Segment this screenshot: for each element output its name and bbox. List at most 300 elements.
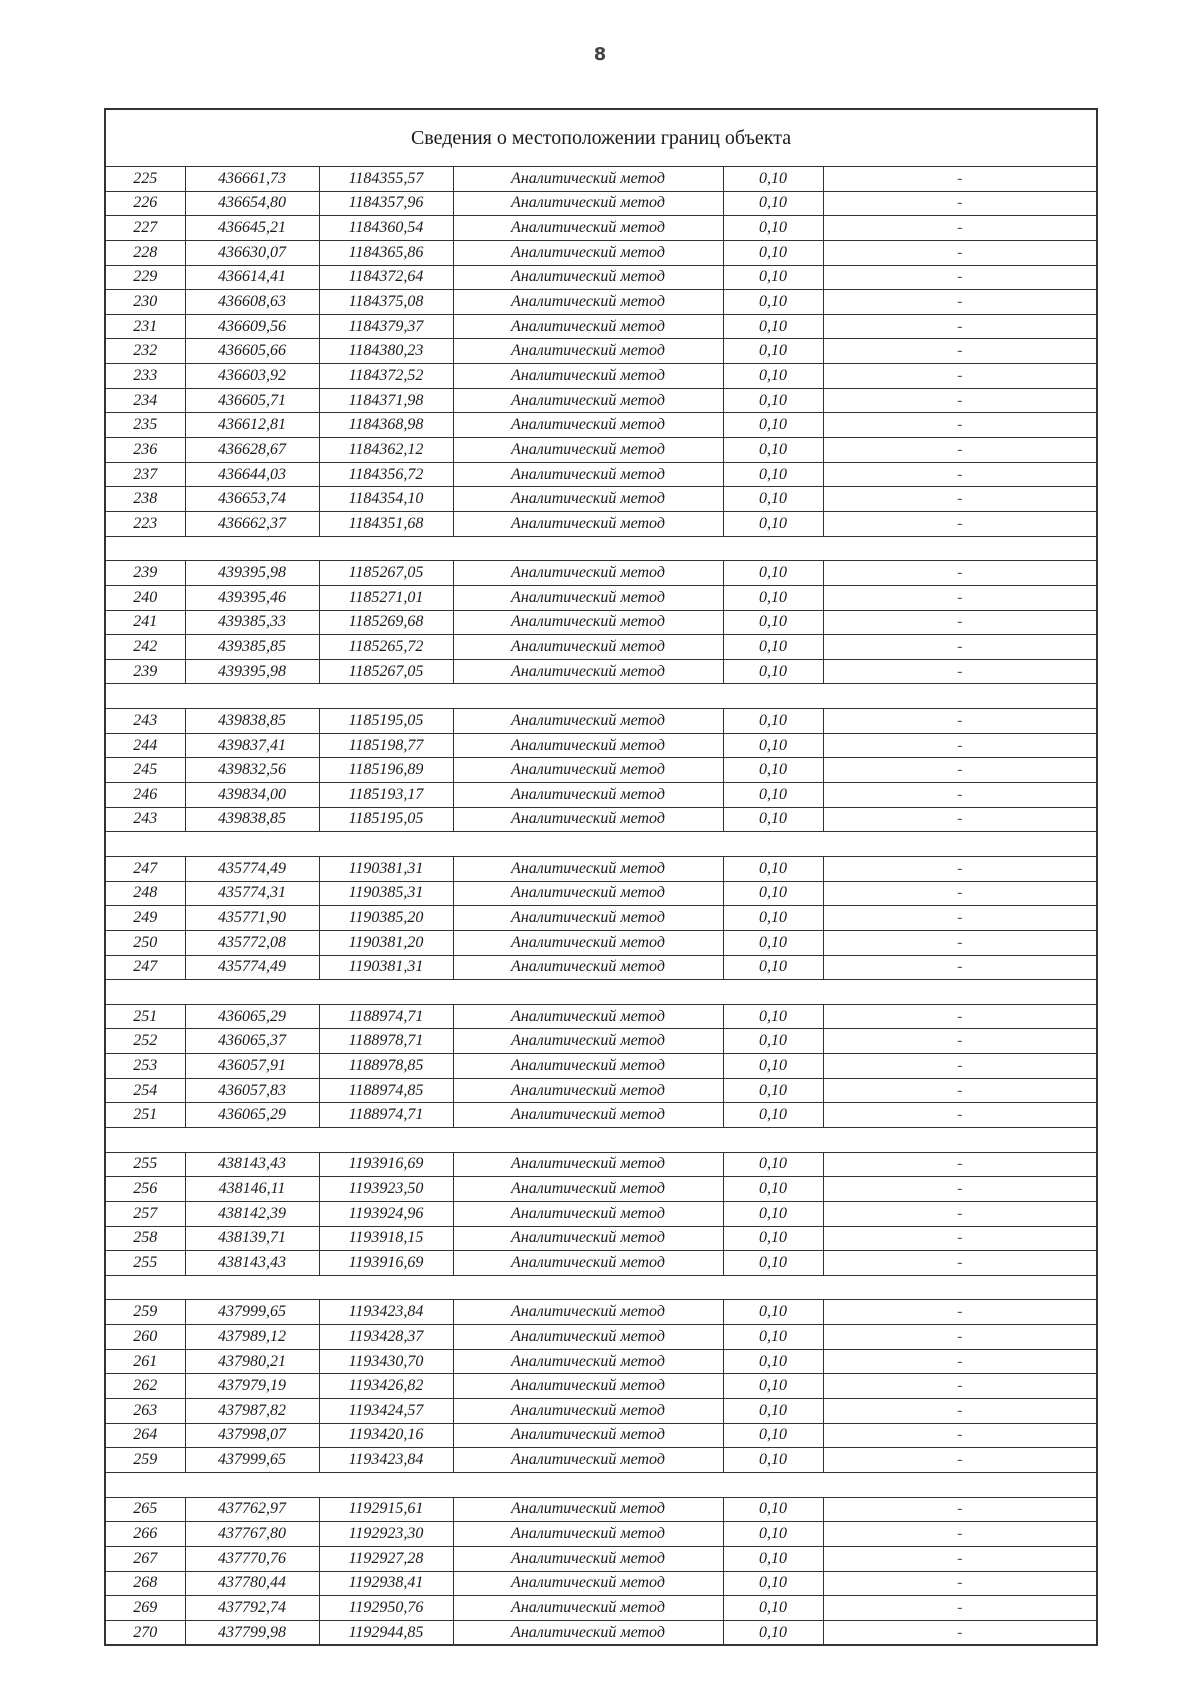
x-coordinate-cell: 438142,39 (185, 1201, 319, 1226)
description-cell: - (823, 487, 1097, 512)
x-coordinate-cell: 437989,12 (185, 1325, 319, 1350)
description-cell: - (823, 1374, 1097, 1399)
accuracy-cell: 0,10 (723, 290, 823, 315)
point-number-cell: 254 (105, 1078, 185, 1103)
description-cell: - (823, 1325, 1097, 1350)
method-cell: Аналитический метод (453, 1251, 723, 1276)
y-coordinate-cell: 1185195,05 (319, 709, 453, 734)
point-number-cell: 225 (105, 167, 185, 192)
description-cell: - (823, 1004, 1097, 1029)
x-coordinate-cell: 436057,91 (185, 1054, 319, 1079)
accuracy-cell: 0,10 (723, 314, 823, 339)
y-coordinate-cell: 1193923,50 (319, 1177, 453, 1202)
accuracy-cell: 0,10 (723, 585, 823, 610)
description-cell: - (823, 216, 1097, 241)
description-cell: - (823, 1152, 1097, 1177)
accuracy-cell: 0,10 (723, 807, 823, 832)
method-cell: Аналитический метод (453, 1522, 723, 1547)
x-coordinate-cell: 437770,76 (185, 1546, 319, 1571)
y-coordinate-cell: 1193428,37 (319, 1325, 453, 1350)
method-cell: Аналитический метод (453, 659, 723, 684)
y-coordinate-cell: 1184365,86 (319, 240, 453, 265)
x-coordinate-cell: 435774,49 (185, 955, 319, 980)
description-cell: - (823, 314, 1097, 339)
accuracy-cell: 0,10 (723, 561, 823, 586)
method-cell: Аналитический метод (453, 758, 723, 783)
table-row (105, 388, 1097, 413)
accuracy-cell: 0,10 (723, 733, 823, 758)
y-coordinate-cell: 1193420,16 (319, 1423, 453, 1448)
method-cell: Аналитический метод (453, 585, 723, 610)
accuracy-cell: 0,10 (723, 1300, 823, 1325)
y-coordinate-cell: 1192950,76 (319, 1596, 453, 1621)
y-coordinate-cell: 1184356,72 (319, 462, 453, 487)
description-cell: - (823, 413, 1097, 438)
y-coordinate-cell: 1184354,10 (319, 487, 453, 512)
y-coordinate-cell: 1190381,31 (319, 955, 453, 980)
description-cell: - (823, 1054, 1097, 1079)
table-row (105, 659, 1097, 684)
description-cell: - (823, 1349, 1097, 1374)
method-cell: Аналитический метод (453, 413, 723, 438)
point-number-cell: 241 (105, 610, 185, 635)
method-cell: Аналитический метод (453, 1349, 723, 1374)
y-coordinate-cell: 1192915,61 (319, 1497, 453, 1522)
table-row (105, 1054, 1097, 1079)
y-coordinate-cell: 1188974,71 (319, 1103, 453, 1128)
point-number-cell: 243 (105, 807, 185, 832)
table-row (105, 1423, 1097, 1448)
description-cell: - (823, 610, 1097, 635)
table-row (105, 1177, 1097, 1202)
x-coordinate-cell: 436661,73 (185, 167, 319, 192)
y-coordinate-cell: 1190385,20 (319, 906, 453, 931)
x-coordinate-cell: 436614,41 (185, 265, 319, 290)
table-row (105, 561, 1097, 586)
x-coordinate-cell: 439838,85 (185, 807, 319, 832)
accuracy-cell: 0,10 (723, 265, 823, 290)
description-cell: - (823, 388, 1097, 413)
table-row (105, 191, 1097, 216)
description-cell: - (823, 906, 1097, 931)
description-cell: - (823, 635, 1097, 660)
description-cell: - (823, 191, 1097, 216)
method-cell: Аналитический метод (453, 610, 723, 635)
x-coordinate-cell: 435772,08 (185, 930, 319, 955)
description-cell: - (823, 1571, 1097, 1596)
y-coordinate-cell: 1190385,31 (319, 881, 453, 906)
table-row (105, 487, 1097, 512)
description-cell: - (823, 339, 1097, 364)
table-row (105, 339, 1097, 364)
point-number-cell: 264 (105, 1423, 185, 1448)
table-row (105, 1571, 1097, 1596)
description-cell: - (823, 240, 1097, 265)
method-cell: Аналитический метод (453, 1571, 723, 1596)
x-coordinate-cell: 436654,80 (185, 191, 319, 216)
accuracy-cell: 0,10 (723, 487, 823, 512)
table-row (105, 290, 1097, 315)
point-number-cell: 269 (105, 1596, 185, 1621)
accuracy-cell: 0,10 (723, 906, 823, 931)
y-coordinate-cell: 1184379,37 (319, 314, 453, 339)
table-row (105, 438, 1097, 463)
method-cell: Аналитический метод (453, 906, 723, 931)
table-row (105, 167, 1097, 192)
y-coordinate-cell: 1188974,85 (319, 1078, 453, 1103)
group-separator-row (105, 1472, 1097, 1497)
x-coordinate-cell: 439385,85 (185, 635, 319, 660)
x-coordinate-cell: 436645,21 (185, 216, 319, 241)
table-body (105, 109, 1097, 1645)
y-coordinate-cell: 1190381,31 (319, 856, 453, 881)
description-cell: - (823, 1497, 1097, 1522)
method-cell: Аналитический метод (453, 1620, 723, 1645)
description-cell: - (823, 1300, 1097, 1325)
point-number-cell: 231 (105, 314, 185, 339)
description-cell: - (823, 167, 1097, 192)
point-number-cell: 265 (105, 1497, 185, 1522)
description-cell: - (823, 1620, 1097, 1645)
x-coordinate-cell: 436612,81 (185, 413, 319, 438)
description-cell: - (823, 1423, 1097, 1448)
point-number-cell: 230 (105, 290, 185, 315)
x-coordinate-cell: 436608,63 (185, 290, 319, 315)
description-cell: - (823, 1201, 1097, 1226)
table-row (105, 462, 1097, 487)
x-coordinate-cell: 435774,49 (185, 856, 319, 881)
point-number-cell: 251 (105, 1103, 185, 1128)
method-cell: Аналитический метод (453, 1497, 723, 1522)
table-row (105, 1226, 1097, 1251)
table-row (105, 783, 1097, 808)
table-row (105, 1078, 1097, 1103)
x-coordinate-cell: 436662,37 (185, 511, 319, 536)
method-cell: Аналитический метод (453, 1399, 723, 1424)
accuracy-cell: 0,10 (723, 1078, 823, 1103)
point-number-cell: 255 (105, 1251, 185, 1276)
description-cell: - (823, 1522, 1097, 1547)
x-coordinate-cell: 439838,85 (185, 709, 319, 734)
x-coordinate-cell: 439385,33 (185, 610, 319, 635)
y-coordinate-cell: 1188974,71 (319, 1004, 453, 1029)
point-number-cell: 237 (105, 462, 185, 487)
point-number-cell: 256 (105, 1177, 185, 1202)
group-separator-cell (105, 684, 1097, 709)
method-cell: Аналитический метод (453, 1423, 723, 1448)
group-separator-cell (105, 1472, 1097, 1497)
table-row (105, 1103, 1097, 1128)
x-coordinate-cell: 437762,97 (185, 1497, 319, 1522)
point-number-cell: 248 (105, 881, 185, 906)
description-cell: - (823, 364, 1097, 389)
x-coordinate-cell: 437792,74 (185, 1596, 319, 1621)
accuracy-cell: 0,10 (723, 1448, 823, 1473)
x-coordinate-cell: 435774,31 (185, 881, 319, 906)
x-coordinate-cell: 437780,44 (185, 1571, 319, 1596)
page-number: 8 (593, 44, 607, 65)
y-coordinate-cell: 1184362,12 (319, 438, 453, 463)
accuracy-cell: 0,10 (723, 1349, 823, 1374)
table-row (105, 1201, 1097, 1226)
method-cell: Аналитический метод (453, 314, 723, 339)
table-row (105, 1546, 1097, 1571)
x-coordinate-cell: 436065,29 (185, 1103, 319, 1128)
method-cell: Аналитический метод (453, 881, 723, 906)
x-coordinate-cell: 436644,03 (185, 462, 319, 487)
table-row (105, 1325, 1097, 1350)
table-row (105, 856, 1097, 881)
point-number-cell: 266 (105, 1522, 185, 1547)
point-number-cell: 258 (105, 1226, 185, 1251)
x-coordinate-cell: 439834,00 (185, 783, 319, 808)
accuracy-cell: 0,10 (723, 856, 823, 881)
point-number-cell: 227 (105, 216, 185, 241)
group-separator-cell (105, 832, 1097, 857)
accuracy-cell: 0,10 (723, 610, 823, 635)
accuracy-cell: 0,10 (723, 1620, 823, 1645)
description-cell: - (823, 758, 1097, 783)
y-coordinate-cell: 1184380,23 (319, 339, 453, 364)
description-cell: - (823, 1226, 1097, 1251)
method-cell: Аналитический метод (453, 856, 723, 881)
method-cell: Аналитический метод (453, 167, 723, 192)
point-number-cell: 260 (105, 1325, 185, 1350)
method-cell: Аналитический метод (453, 1201, 723, 1226)
accuracy-cell: 0,10 (723, 758, 823, 783)
y-coordinate-cell: 1184368,98 (319, 413, 453, 438)
method-cell: Аналитический метод (453, 1054, 723, 1079)
point-number-cell: 263 (105, 1399, 185, 1424)
point-number-cell: 249 (105, 906, 185, 931)
y-coordinate-cell: 1184357,96 (319, 191, 453, 216)
table-row (105, 1522, 1097, 1547)
table-row (105, 413, 1097, 438)
method-cell: Аналитический метод (453, 388, 723, 413)
y-coordinate-cell: 1188978,71 (319, 1029, 453, 1054)
table-row (105, 1399, 1097, 1424)
accuracy-cell: 0,10 (723, 167, 823, 192)
description-cell: - (823, 265, 1097, 290)
accuracy-cell: 0,10 (723, 1497, 823, 1522)
x-coordinate-cell: 437987,82 (185, 1399, 319, 1424)
point-number-cell: 236 (105, 438, 185, 463)
y-coordinate-cell: 1192927,28 (319, 1546, 453, 1571)
description-cell: - (823, 709, 1097, 734)
table-row (105, 807, 1097, 832)
table-title: Сведения о местоположении границ объекта (105, 109, 1097, 167)
y-coordinate-cell: 1193423,84 (319, 1448, 453, 1473)
x-coordinate-cell: 436605,71 (185, 388, 319, 413)
description-cell: - (823, 1399, 1097, 1424)
method-cell: Аналитический метод (453, 438, 723, 463)
table-row (105, 635, 1097, 660)
y-coordinate-cell: 1193423,84 (319, 1300, 453, 1325)
accuracy-cell: 0,10 (723, 1251, 823, 1276)
point-number-cell: 253 (105, 1054, 185, 1079)
point-number-cell: 261 (105, 1349, 185, 1374)
method-cell: Аналитический метод (453, 487, 723, 512)
accuracy-cell: 0,10 (723, 1226, 823, 1251)
accuracy-cell: 0,10 (723, 1103, 823, 1128)
description-cell: - (823, 733, 1097, 758)
x-coordinate-cell: 437998,07 (185, 1423, 319, 1448)
y-coordinate-cell: 1193918,15 (319, 1226, 453, 1251)
table-row (105, 1620, 1097, 1645)
accuracy-cell: 0,10 (723, 659, 823, 684)
point-number-cell: 257 (105, 1201, 185, 1226)
accuracy-cell: 0,10 (723, 1522, 823, 1547)
x-coordinate-cell: 437980,21 (185, 1349, 319, 1374)
x-coordinate-cell: 436057,83 (185, 1078, 319, 1103)
x-coordinate-cell: 437999,65 (185, 1448, 319, 1473)
table-row (105, 881, 1097, 906)
method-cell: Аналитический метод (453, 1226, 723, 1251)
table-row (105, 1349, 1097, 1374)
y-coordinate-cell: 1184360,54 (319, 216, 453, 241)
accuracy-cell: 0,10 (723, 240, 823, 265)
accuracy-cell: 0,10 (723, 955, 823, 980)
method-cell: Аналитический метод (453, 265, 723, 290)
x-coordinate-cell: 438143,43 (185, 1251, 319, 1276)
x-coordinate-cell: 439395,98 (185, 659, 319, 684)
x-coordinate-cell: 436603,92 (185, 364, 319, 389)
y-coordinate-cell: 1185271,01 (319, 585, 453, 610)
method-cell: Аналитический метод (453, 290, 723, 315)
accuracy-cell: 0,10 (723, 413, 823, 438)
y-coordinate-cell: 1185269,68 (319, 610, 453, 635)
description-cell: - (823, 290, 1097, 315)
point-number-cell: 233 (105, 364, 185, 389)
point-number-cell: 243 (105, 709, 185, 734)
point-number-cell: 255 (105, 1152, 185, 1177)
boundary-coordinates-table (104, 108, 1098, 1646)
accuracy-cell: 0,10 (723, 1152, 823, 1177)
table-row (105, 364, 1097, 389)
accuracy-cell: 0,10 (723, 635, 823, 660)
point-number-cell: 229 (105, 265, 185, 290)
description-cell: - (823, 856, 1097, 881)
y-coordinate-cell: 1184372,52 (319, 364, 453, 389)
point-number-cell: 246 (105, 783, 185, 808)
table-row (105, 906, 1097, 931)
accuracy-cell: 0,10 (723, 1004, 823, 1029)
table-row (105, 709, 1097, 734)
point-number-cell: 270 (105, 1620, 185, 1645)
group-separator-cell (105, 1127, 1097, 1152)
point-number-cell: 223 (105, 511, 185, 536)
table-row (105, 930, 1097, 955)
method-cell: Аналитический метод (453, 709, 723, 734)
table-row (105, 1029, 1097, 1054)
table-row (105, 733, 1097, 758)
method-cell: Аналитический метод (453, 1374, 723, 1399)
description-cell: - (823, 511, 1097, 536)
x-coordinate-cell: 436653,74 (185, 487, 319, 512)
table-row (105, 955, 1097, 980)
method-cell: Аналитический метод (453, 216, 723, 241)
y-coordinate-cell: 1185267,05 (319, 561, 453, 586)
description-cell: - (823, 1029, 1097, 1054)
point-number-cell: 228 (105, 240, 185, 265)
x-coordinate-cell: 436065,29 (185, 1004, 319, 1029)
y-coordinate-cell: 1190381,20 (319, 930, 453, 955)
description-cell: - (823, 930, 1097, 955)
table-row (105, 1448, 1097, 1473)
description-cell: - (823, 1251, 1097, 1276)
method-cell: Аналитический метод (453, 1325, 723, 1350)
table-row (105, 610, 1097, 635)
x-coordinate-cell: 436065,37 (185, 1029, 319, 1054)
point-number-cell: 250 (105, 930, 185, 955)
accuracy-cell: 0,10 (723, 1054, 823, 1079)
accuracy-cell: 0,10 (723, 1423, 823, 1448)
y-coordinate-cell: 1193426,82 (319, 1374, 453, 1399)
x-coordinate-cell: 436609,56 (185, 314, 319, 339)
method-cell: Аналитический метод (453, 733, 723, 758)
description-cell: - (823, 1546, 1097, 1571)
point-number-cell: 234 (105, 388, 185, 413)
accuracy-cell: 0,10 (723, 709, 823, 734)
x-coordinate-cell: 437999,65 (185, 1300, 319, 1325)
y-coordinate-cell: 1184351,68 (319, 511, 453, 536)
point-number-cell: 235 (105, 413, 185, 438)
method-cell: Аналитический метод (453, 930, 723, 955)
point-number-cell: 232 (105, 339, 185, 364)
accuracy-cell: 0,10 (723, 1399, 823, 1424)
description-cell: - (823, 783, 1097, 808)
accuracy-cell: 0,10 (723, 511, 823, 536)
y-coordinate-cell: 1193430,70 (319, 1349, 453, 1374)
y-coordinate-cell: 1185193,17 (319, 783, 453, 808)
table-row (105, 1374, 1097, 1399)
accuracy-cell: 0,10 (723, 462, 823, 487)
method-cell: Аналитический метод (453, 511, 723, 536)
point-number-cell: 252 (105, 1029, 185, 1054)
point-number-cell: 239 (105, 659, 185, 684)
y-coordinate-cell: 1193916,69 (319, 1251, 453, 1276)
accuracy-cell: 0,10 (723, 216, 823, 241)
method-cell: Аналитический метод (453, 1546, 723, 1571)
method-cell: Аналитический метод (453, 339, 723, 364)
group-separator-row (105, 536, 1097, 561)
method-cell: Аналитический метод (453, 1029, 723, 1054)
point-number-cell: 238 (105, 487, 185, 512)
description-cell: - (823, 585, 1097, 610)
y-coordinate-cell: 1184371,98 (319, 388, 453, 413)
description-cell: - (823, 807, 1097, 832)
x-coordinate-cell: 438146,11 (185, 1177, 319, 1202)
method-cell: Аналитический метод (453, 955, 723, 980)
x-coordinate-cell: 436630,07 (185, 240, 319, 265)
table-row (105, 314, 1097, 339)
x-coordinate-cell: 437979,19 (185, 1374, 319, 1399)
y-coordinate-cell: 1184372,64 (319, 265, 453, 290)
accuracy-cell: 0,10 (723, 364, 823, 389)
y-coordinate-cell: 1193424,57 (319, 1399, 453, 1424)
accuracy-cell: 0,10 (723, 1571, 823, 1596)
y-coordinate-cell: 1185195,05 (319, 807, 453, 832)
accuracy-cell: 0,10 (723, 1325, 823, 1350)
point-number-cell: 239 (105, 561, 185, 586)
description-cell: - (823, 462, 1097, 487)
description-cell: - (823, 1078, 1097, 1103)
method-cell: Аналитический метод (453, 1078, 723, 1103)
table-row (105, 1497, 1097, 1522)
x-coordinate-cell: 439395,46 (185, 585, 319, 610)
table-row (105, 511, 1097, 536)
x-coordinate-cell: 439837,41 (185, 733, 319, 758)
